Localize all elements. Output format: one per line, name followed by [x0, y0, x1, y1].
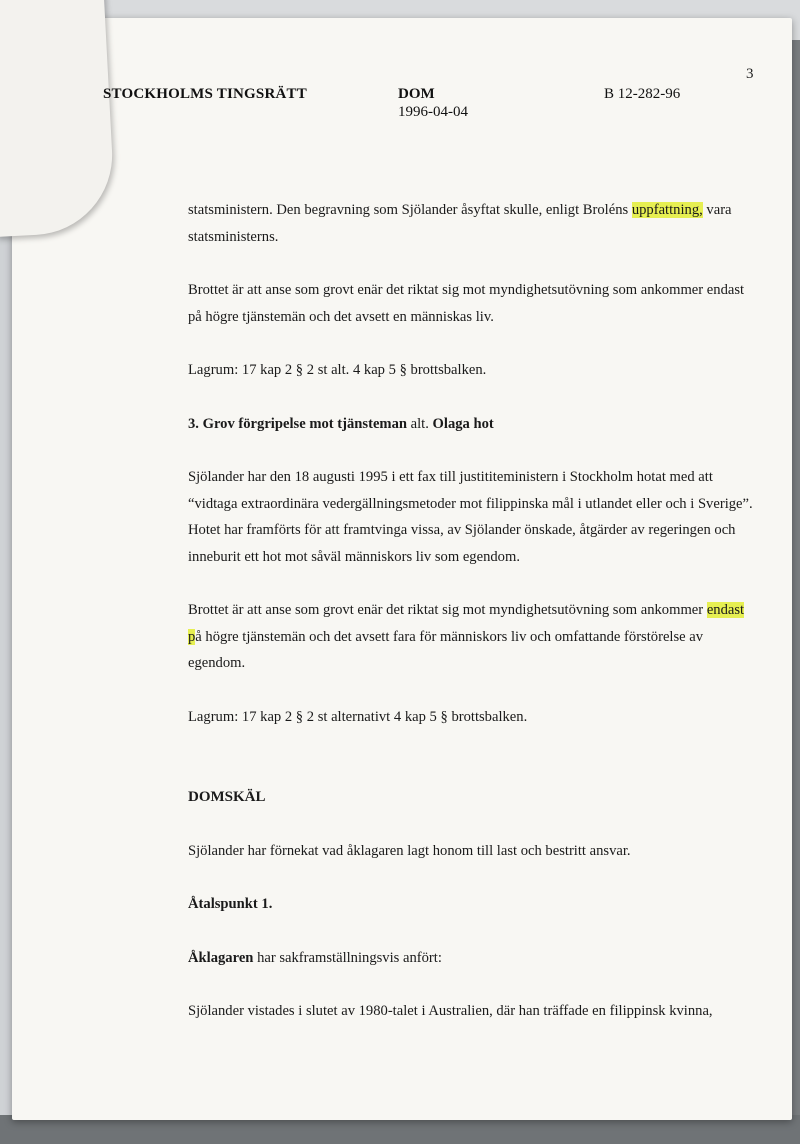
- document-body: [188, 197, 753, 1052]
- paragraph-5: [188, 597, 753, 677]
- page-number: 3: [746, 66, 754, 82]
- paragraph-4: Sjölander har den 18 augusti 1995 i ett fax till justititeministern i Stockholm hotat med att “vidtaga extraordinära vedergällningsmetoder mot filippinska mål i utlandet eller och i Sverige”. Hotet har framförts för att framtvinga vissa, av Sjölander önskade, åtgärder av regeringen och inneburit ett hot mot såväl människors liv som egendom.: [188, 469, 753, 565]
- lagrum-1: Lagrum: 17 kap 2 § 2 st alt. 4 kap 5 § brottsbalken.: [188, 362, 487, 378]
- paragraph-7: Sjölander har förnekat vad åklagaren lagt honom till last och bestritt ansvar.: [188, 842, 631, 859]
- section-3-heading-b: Olaga hot: [432, 415, 494, 432]
- paragraph-2: Brottet är att anse som grovt enär det riktat sig mot myndighetsutövning som ankommer endast på högre tjänstemän och det avsett en människas liv.: [188, 282, 745, 325]
- highlighted-word-2: endast p: [188, 602, 745, 645]
- section-3-heading: [188, 411, 753, 438]
- paragraph-5-start: Brottet är att anse som grovt enär det riktat sig mot myndighetsutövning som ankommer: [188, 602, 707, 618]
- paragraph-1-start: statsministern. Den begravning som Sjölander åsyftat skulle, enligt Broléns: [188, 202, 632, 218]
- highlighted-word: uppfattning,: [631, 202, 703, 218]
- paragraph-8-rest: har sakframställningsvis anfört:: [253, 949, 442, 966]
- paragraph-1: [188, 197, 753, 250]
- paragraph-8: [188, 945, 753, 972]
- paragraph-1-end: vara statsministerns.: [188, 202, 732, 245]
- court-name: STOCKHOLMS TINGSRÄTT: [103, 86, 307, 102]
- paragraph-5-end: å högre tjänstemän och det avsett fara för människors liv och omfattande förstörelse av egendom.: [188, 628, 704, 671]
- lagrum-2: Lagrum: 17 kap 2 § 2 st alternativt 4 kap 5 § brottsbalken.: [188, 708, 528, 725]
- spacer: [188, 757, 753, 784]
- section-3-heading-alt: alt.: [407, 415, 433, 432]
- domskal-heading: DOMSKÄL: [188, 789, 266, 805]
- atalspunkt-heading: Åtalspunkt 1.: [188, 896, 273, 912]
- paragraph-9: Sjölander vistades i slutet av 1980-talet i Australien, där han träffade en filippinsk kvinna,: [188, 1003, 713, 1019]
- case-number: B 12-282-96: [604, 86, 681, 102]
- section-3-heading-a: 3. Grov förgripelse mot tjänsteman: [188, 415, 407, 432]
- paragraph-8-bold: Åklagaren: [188, 949, 254, 966]
- document-date: 1996-04-04: [398, 104, 468, 120]
- document-type: DOM: [398, 86, 435, 102]
